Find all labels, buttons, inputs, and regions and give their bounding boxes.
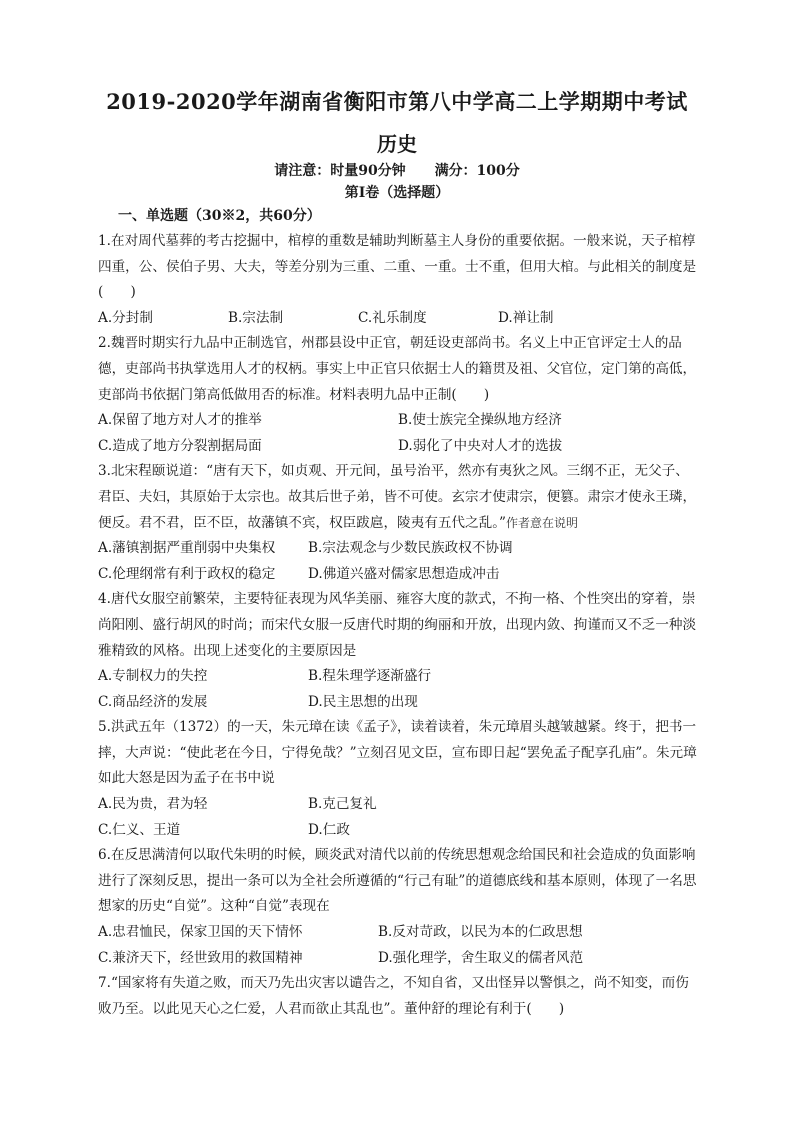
option-d: D.禅让制	[498, 309, 554, 326]
option-c: C.伦理纲常有利于政权的稳定	[98, 565, 276, 582]
question-stem: 4.唐代女服空前繁荣，主要特征表现为风华美丽、雍容大度的款式，不拘一格、个性突出的穿着，崇尚阳刚、盛行胡风的时尚；而宋代女服一反唐代时期的绚丽和开放，出现内敛、拘谨而又不乏一种淡雅精致的风格。出现上述变化的主要原因是	[98, 591, 697, 659]
exam-title: 2019-2020学年湖南省衡阳市第八中学高二上学期期中考试	[106, 89, 688, 114]
question-stem: 6.在反思满清何以取代朱明的时候，顾炎武对清代以前的传统思想观念给国民和社会造成的负面影响进行了深刻反思，提出一条可以为全社会所遵循的“行己有耻”的道德底线和基本原则，体现了一名思想家的历史“自觉”。这种“自觉”表现在	[98, 847, 697, 915]
option-b: B.程朱理学逐渐盛行	[308, 668, 432, 685]
option-b: B.克己复礼	[308, 796, 377, 813]
question-3	[98, 459, 698, 587]
option-d: D.民主思想的出现	[308, 693, 418, 710]
question-7	[98, 971, 698, 1022]
options	[98, 664, 698, 715]
option-a: A.分封制	[98, 309, 153, 326]
option-b: B.使士族完全操纵地方经济	[398, 412, 562, 429]
question-stem: 1.在对周代墓葬的考古挖掘中，棺椁的重数是辅助判断墓主人身份的重要依据。一般来说，天子棺椁四重，公、侯伯子男、大夫，等差分别为三重、二重、一重。士不重，但用大棺。与此相关的制度是( )	[98, 233, 697, 301]
options	[98, 920, 698, 971]
question-2	[98, 331, 698, 459]
volume-title: 第I卷（选择题）	[344, 185, 450, 201]
option-d: D.强化理学，舍生取义的儒者风范	[378, 949, 584, 966]
option-a: A.民为贵，君为轻	[98, 796, 208, 813]
question-4	[98, 587, 698, 715]
option-a: A.保留了地方对人才的推举	[98, 412, 262, 429]
option-b: B.宗法制	[228, 309, 284, 326]
option-d: D.佛道兴盛对儒家思想造成冲击	[308, 565, 500, 582]
options	[98, 536, 698, 587]
option-a: A.藩镇割据严重削弱中央集权	[98, 540, 276, 557]
time-limit: 请注意：时量90分钟	[274, 163, 406, 179]
full-score: 满分：100分	[434, 163, 520, 179]
options	[98, 306, 698, 332]
subject-title: 历史	[377, 132, 417, 156]
question-stem: 5.洪武五年（1372）的一天，朱元璋在读《孟子》，读着读着，朱元璋眉头越皱越紧。终于，把书一摔，大声说：“使此老在今日，宁得免哉？”立刻召见文臣，宣布即日起“罢免孟子配享孔庙”。朱元璋如此大怒是因为孟子在书中说	[98, 719, 697, 787]
question-1	[98, 229, 698, 331]
options	[98, 792, 698, 843]
option-b: B.宗法观念与少数民族政权不协调	[308, 540, 513, 557]
option-c: C.仁义、王道	[98, 821, 181, 838]
option-a: A.专制权力的失控	[98, 668, 208, 685]
option-d: D.弱化了中央对人才的选拔	[398, 437, 563, 454]
option-d: D.仁政	[308, 821, 350, 838]
option-c: C.礼乐制度	[358, 309, 427, 326]
option-c: C.商品经济的发展	[98, 693, 208, 710]
question-6	[98, 843, 698, 971]
exam-note	[0, 160, 794, 180]
options	[98, 408, 698, 459]
question-stem: 3.北宋程颐说道：“唐有天下，如贞观、开元间，虽号治平，然亦有夷狄之风。三纲不正，无父子、君臣、夫妇，其原始于太宗也。故其后世子弟，皆不可使。玄宗才使肃宗，便篡。肃宗才使永王璘，便反。君不君，臣不臣，故藩镇不宾，权臣跋扈，陵夷有五代之乱。”	[98, 463, 697, 531]
option-c: C.兼济天下，经世致用的救国精神	[98, 949, 303, 966]
option-c: C.造成了地方分裂割据局面	[98, 437, 262, 454]
question-stem: 2.魏晋时期实行九品中正制选官，州郡县设中正官，朝廷设吏部尚书。名义上中正官评定士人的品德，吏部尚书执掌选用人才的权柄。事实上中正官只依据士人的籍贯及祖、父官位，定门第的高低，吏部尚书依据门第高低做用否的标准。材料表明九品中正制( )	[98, 335, 697, 403]
question-list	[98, 229, 698, 1022]
option-a: A.忠君恤民，保家卫国的天下情怀	[98, 924, 303, 941]
section-title: 一、单选题（30※2，共60分）	[118, 208, 321, 224]
question-stem-wrap	[98, 459, 698, 536]
question-5	[98, 715, 698, 843]
question-stem: 7.“国家将有失道之败，而天乃先出灾害以谴告之，不知自省，又出怪异以警惧之，尚不知变，而伤败乃至。以此见天心之仁爱，人君而欲止其乱也”。董仲舒的理论有利于( )	[98, 975, 689, 1017]
question-stem-tail: 作者意在说明	[505, 515, 578, 530]
option-b: B.反对苛政，以民为本的仁政思想	[378, 924, 583, 941]
